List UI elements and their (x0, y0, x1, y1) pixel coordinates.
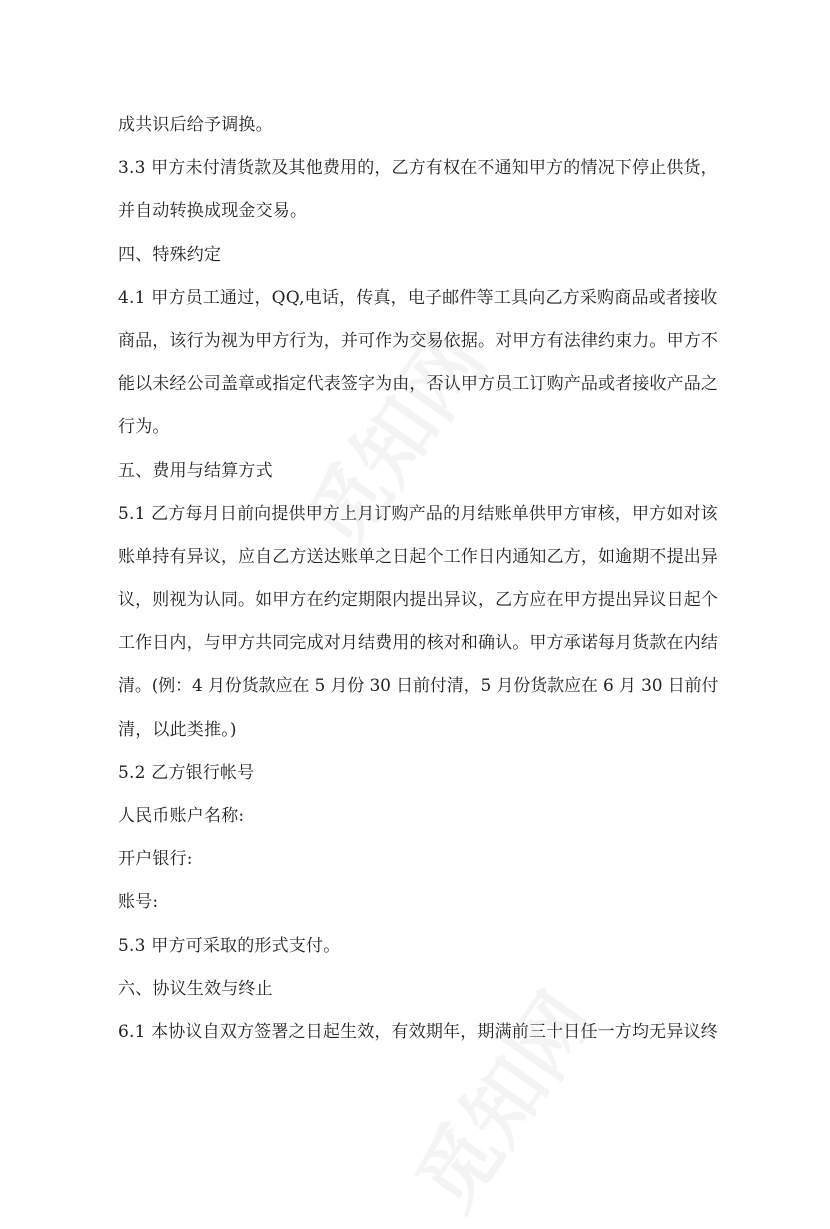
text-line: 3.3 甲方未付清货款及其他费用的，乙方有权在不通知甲方的情况下停止供货， (118, 158, 718, 179)
text-line: 4.1 甲方员工通过，QQ,电话，传真，电子邮件等工具向乙方采购商品或者接收 (118, 287, 718, 308)
text-line: 四、特殊约定 (118, 244, 222, 265)
text-line: 5.2 乙方银行帐号 (118, 762, 255, 783)
text-line: 行为。 (118, 417, 170, 438)
text-line: 工作日内，与甲方共同完成对月结费用的核对和确认。甲方承诺每月货款在内结 (118, 633, 718, 654)
text-line: 清，以此类推。) (118, 719, 237, 740)
text-line: 5.1 乙方每月日前向提供甲方上月订购产品的月结账单供甲方审核，甲方如对该 (118, 503, 718, 524)
text-line: 并自动转换成现金交易。 (118, 201, 308, 222)
text-line: 人民币账户名称: (118, 806, 245, 826)
text-line: 能以未经公司盖章或指定代表签字为由，否认甲方员工订购产品或者接收产品之 (118, 374, 718, 395)
text-line: 清。(例：4 月份货款应在 5 月份 30 日前付清，5 月份货款应在 6 月 30 日前付 (118, 676, 719, 697)
text-line: 成共识后给予调换。 (118, 115, 273, 135)
text-line: 商品，该行为视为甲方行为，并可作为交易依据。对甲方有法律约束力。甲方不 (118, 330, 718, 351)
text-line: 账单持有异议，应自乙方送达账单之日起个工作日内通知乙方，如逾期不提出异 (118, 546, 718, 567)
text-line: 6.1 本协议自双方签署之日起生效，有效期年，期满前三十日任一方均无异议终 (118, 1021, 718, 1042)
text-line: 议，则视为认同。如甲方在约定期限内提出异议，乙方应在甲方提出异议日起个 (118, 590, 718, 611)
text-line: 5.3 甲方可采取的形式支付。 (118, 935, 341, 956)
text-line: 开户银行: (118, 849, 193, 870)
text-line: 五、费用与结算方式 (118, 460, 273, 481)
document-page (118, 108, 718, 1058)
text-line: 六、协议生效与终止 (118, 978, 273, 999)
text-line: 账号: (118, 892, 159, 913)
